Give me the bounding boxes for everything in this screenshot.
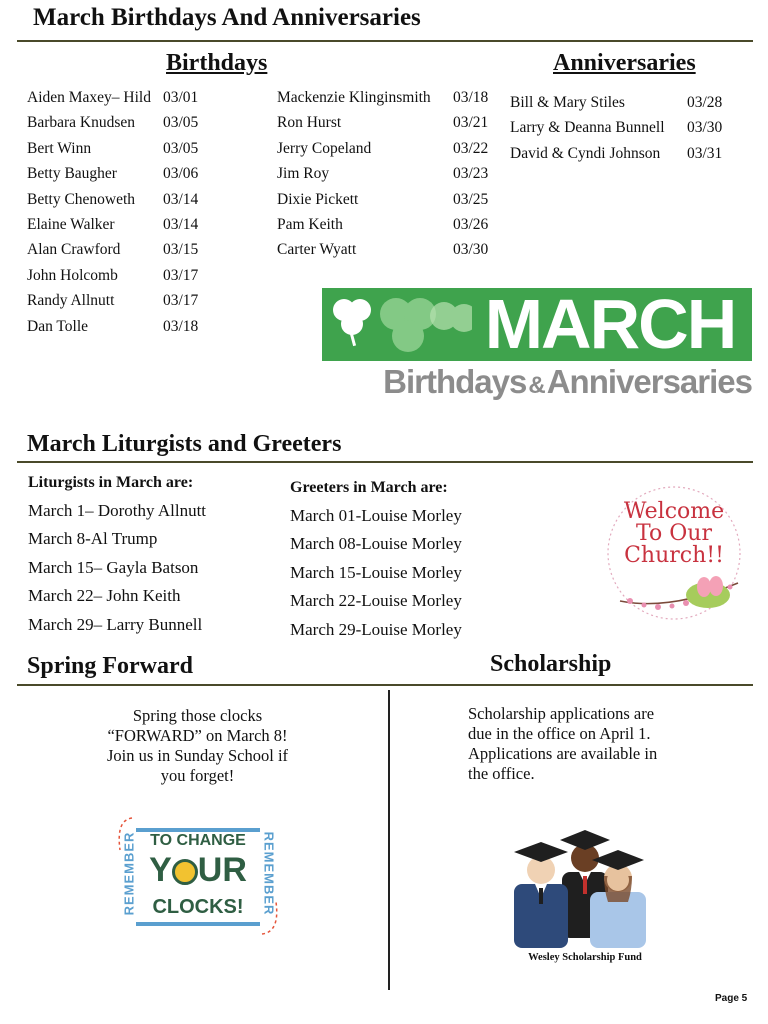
liturgists-section-title: March Liturgists and Greeters xyxy=(27,431,342,457)
clocks-bottom-text: CLOCKS! xyxy=(152,896,244,918)
greeter-item: March 15-Louise Morley xyxy=(290,562,462,582)
list-item xyxy=(27,263,227,288)
event-date: 03/25 xyxy=(453,190,489,208)
liturgist-item: March 1– Dorothy Allnutt xyxy=(28,501,207,520)
event-date: 03/01 xyxy=(163,89,199,106)
greeters-heading: Greeters in March are: xyxy=(290,479,448,496)
greeter-item: March 08-Louise Morley xyxy=(290,534,462,554)
list-item xyxy=(27,288,227,313)
march-banner-word: MARCH xyxy=(484,285,736,363)
list-item xyxy=(277,161,502,186)
march-banner-amp: & xyxy=(528,372,545,399)
scholarship-line-2: due in the office on April 1. xyxy=(468,724,651,743)
list-item xyxy=(27,212,227,237)
clocks-side-right: REMEMBER xyxy=(261,831,277,916)
list-item xyxy=(27,85,227,110)
event-date: 03/17 xyxy=(163,292,199,310)
anniversaries-heading: Anniversaries xyxy=(553,50,696,76)
scholarship-line-4: the office. xyxy=(468,764,535,783)
page-number: Page 5 xyxy=(715,993,748,1004)
person-name: Bill & Mary Stiles xyxy=(510,94,625,111)
shamrock-icon xyxy=(322,288,472,361)
person-name: Elaine Walker xyxy=(27,215,115,233)
birthdays-column-2 xyxy=(277,85,502,263)
liturgists-heading: Liturgists in March are: xyxy=(28,474,194,491)
welcome-line-3: Church!! xyxy=(624,543,724,568)
event-date: 03/21 xyxy=(453,114,489,132)
scholarship-line-3: Applications are available in xyxy=(468,744,658,763)
event-date: 03/17 xyxy=(163,266,199,284)
list-item xyxy=(27,187,227,212)
list-item xyxy=(27,161,227,186)
list-item xyxy=(27,110,227,135)
person-name: Carter Wyatt xyxy=(277,241,357,259)
march-banner-subtitle-b: Anniversaries xyxy=(546,363,752,400)
clocks-your-y: Y xyxy=(149,851,172,889)
person-name: Aiden Maxey– Hild xyxy=(27,89,151,106)
person-name: Jim Roy xyxy=(277,165,330,183)
person-name: Randy Allnutt xyxy=(27,292,115,310)
list-item xyxy=(277,212,502,237)
liturgist-item: March 22– John Keith xyxy=(28,586,181,606)
spring-forward-line-3: Join us in Sunday School if xyxy=(106,746,289,765)
list-item xyxy=(510,115,750,140)
event-date: 03/05 xyxy=(163,139,199,157)
welcome-line-2: To Our xyxy=(636,521,712,546)
person-name: Betty Chenoweth xyxy=(27,190,136,208)
spring-forward-title: Spring Forward xyxy=(27,653,194,679)
liturgists-list xyxy=(28,497,206,639)
event-date: 03/30 xyxy=(453,241,489,259)
liturgists-rule xyxy=(17,461,753,463)
event-date: 03/23 xyxy=(453,165,489,183)
scholarship-caption: Wesley Scholarship Fund xyxy=(528,952,642,963)
event-date: 03/18 xyxy=(453,89,489,106)
greeters-list xyxy=(290,502,462,644)
anniversaries-list xyxy=(510,90,750,166)
event-date: 03/14 xyxy=(163,215,199,233)
spring-forward-line-4: you forget! xyxy=(160,766,235,785)
graduates-icon xyxy=(510,820,650,948)
list-item xyxy=(27,237,227,262)
person-name: Mackenzie Klinginsmith xyxy=(277,89,431,106)
person-name: Alan Crawford xyxy=(27,241,121,259)
event-date: 03/14 xyxy=(163,190,199,208)
bottom-section-rule xyxy=(17,684,753,686)
column-divider xyxy=(388,690,390,990)
change-clocks-graphic xyxy=(112,810,284,942)
liturgist-item: March 15– Gayla Batson xyxy=(28,557,199,577)
list-item xyxy=(27,314,227,339)
person-name: Larry & Deanna Bunnell xyxy=(510,119,665,137)
greeter-item: March 01-Louise Morley xyxy=(290,506,462,525)
event-date: 03/30 xyxy=(687,119,723,137)
header-rule xyxy=(17,40,753,42)
spring-forward-text xyxy=(80,706,315,786)
clocks-your-text xyxy=(138,850,258,890)
person-name: Ron Hurst xyxy=(277,114,342,132)
clocks-your-ur: UR xyxy=(197,851,247,889)
scholarship-title: Scholarship xyxy=(490,651,612,677)
person-name: Betty Baugher xyxy=(27,165,117,183)
clocks-top-text: TO CHANGE xyxy=(150,832,246,849)
greeter-item: March 22-Louise Morley xyxy=(290,591,462,611)
welcome-text xyxy=(614,501,734,567)
person-name: Jerry Copeland xyxy=(277,139,372,157)
event-date: 03/28 xyxy=(687,94,723,111)
person-name: David & Cyndi Johnson xyxy=(510,144,661,162)
event-date: 03/06 xyxy=(163,165,199,183)
list-item xyxy=(277,237,502,262)
graduates-graphic xyxy=(510,820,650,948)
welcome-line-1: Welcome xyxy=(623,499,725,524)
scholarship-line-1: Scholarship applications are xyxy=(468,704,655,723)
scholarship-text xyxy=(468,704,728,784)
list-item xyxy=(277,85,502,110)
birthdays-column-1 xyxy=(27,85,227,339)
list-item xyxy=(510,90,750,115)
person-name: Bert Winn xyxy=(27,139,92,157)
birthdays-heading: Birthdays xyxy=(166,50,268,76)
list-item xyxy=(277,110,502,135)
event-date: 03/18 xyxy=(163,317,199,335)
event-date: 03/31 xyxy=(687,144,723,162)
liturgist-item: March 8-Al Trump xyxy=(28,529,158,549)
march-banner-subtitle-a: Birthdays xyxy=(383,363,527,400)
page-title: March Birthdays And Anniversaries xyxy=(33,4,421,31)
list-item xyxy=(510,141,750,166)
spring-forward-line-1: Spring those clocks xyxy=(132,706,263,725)
event-date: 03/22 xyxy=(453,139,489,157)
list-item xyxy=(277,187,502,212)
list-item xyxy=(27,136,227,161)
list-item xyxy=(277,136,502,161)
person-name: Barbara Knudsen xyxy=(27,114,136,132)
welcome-graphic xyxy=(600,483,750,625)
person-name: Dan Tolle xyxy=(27,317,89,335)
person-name: Dixie Pickett xyxy=(277,190,359,208)
march-banner-subtitle xyxy=(322,361,752,407)
person-name: Pam Keith xyxy=(277,215,343,233)
event-date: 03/26 xyxy=(453,215,489,233)
clocks-side-left: REMEMBER xyxy=(121,831,137,916)
clock-icon xyxy=(172,859,198,885)
person-name: John Holcomb xyxy=(27,266,118,284)
march-banner xyxy=(322,285,752,406)
spring-forward-line-2: “FORWARD” on March 8! xyxy=(107,726,288,745)
greeter-item: March 29-Louise Morley xyxy=(290,619,462,639)
event-date: 03/15 xyxy=(163,241,199,259)
liturgist-item: March 29– Larry Bunnell xyxy=(28,614,203,634)
event-date: 03/05 xyxy=(163,114,199,132)
